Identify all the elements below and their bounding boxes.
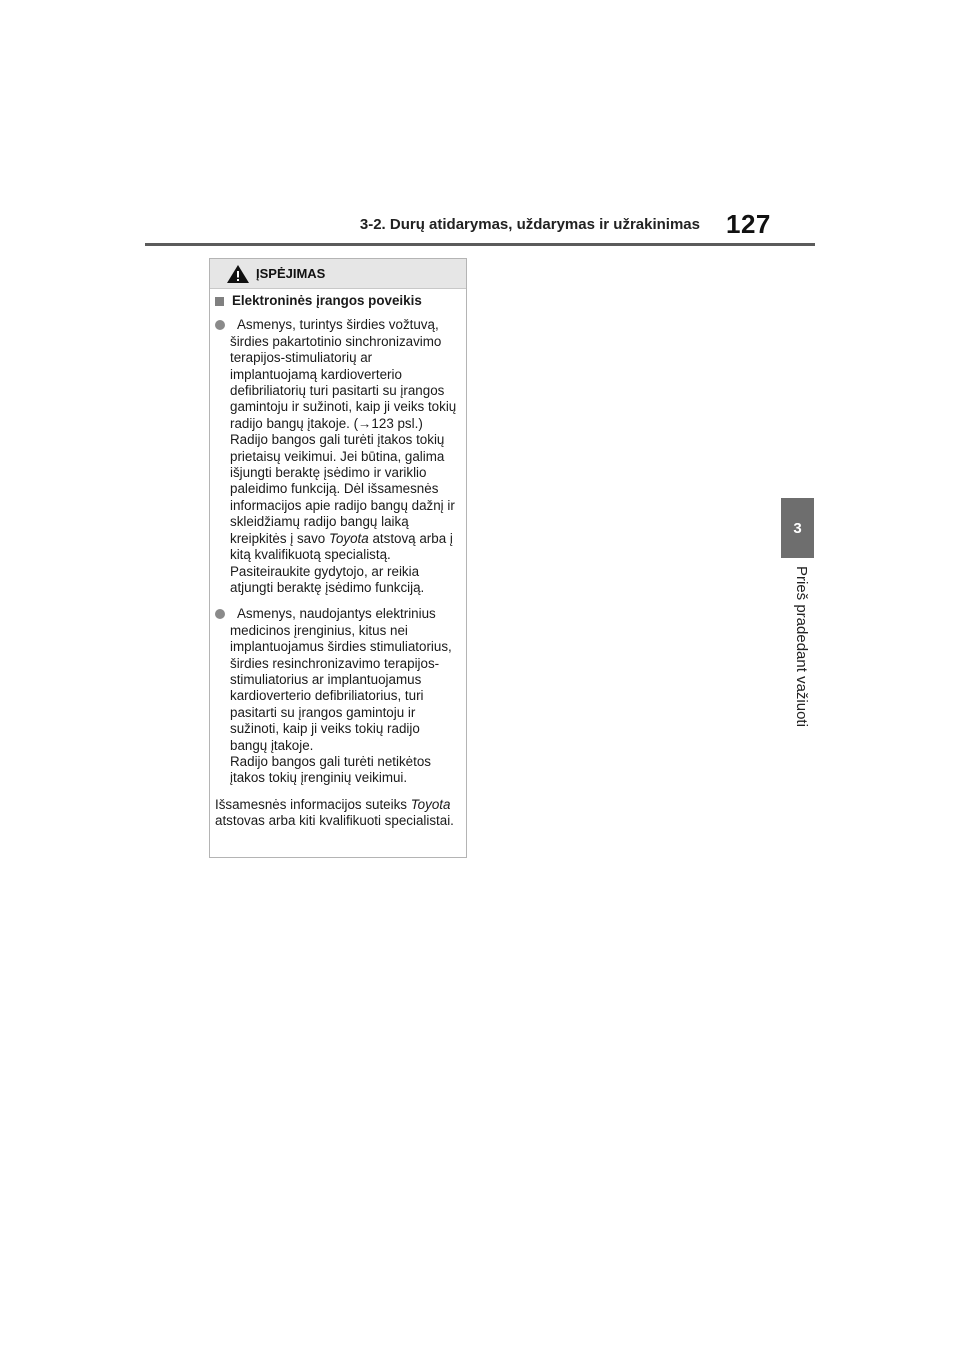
square-bullet-icon bbox=[215, 297, 224, 306]
circle-bullet-icon bbox=[215, 320, 225, 330]
footer-text: atstovas arba kiti kvalifikuoti specialistai. bbox=[215, 813, 454, 829]
warning-content bbox=[210, 289, 466, 830]
list-item bbox=[215, 606, 460, 786]
brand-name: Toyota bbox=[329, 530, 369, 546]
circle-bullet-icon bbox=[215, 609, 225, 619]
item-text: Radijo bangos gali turėti įtakos tokių prietaisų veikimui. Jei būtina, galima išjungti beraktę įsėdimo ir variklio paleidimo funkciją. Dėl išsamesnės informacijos apie radijo bangų dažnį ir skleidžiamų radijo bangų laiką kreipkitės į savo bbox=[230, 432, 455, 546]
item-text: Radijo bangos gali turėti netikėtos įtakos tokių įrenginių veikimui. bbox=[230, 753, 431, 786]
item-paragraph bbox=[230, 606, 460, 754]
footer-text: Išsamesnės informacijos suteiks bbox=[215, 796, 407, 812]
item-text: atstovą arba į kitą kvalifikuotą specialistą. Pasiteiraukite gydytojo, ar reikia atjungti beraktę įsėdimo funkciją. bbox=[230, 530, 453, 595]
item-text: širdies pakartotinio sinchronizavimo terapijos-stimuliatorių ar implantuojamą kardioverterio defibriliatorių turi pasitarti su įrangos gamintoju ir sužinoti, kaip ji veiks tokių radijo bangų įtakoje. (→123 psl.) bbox=[230, 333, 457, 431]
footer-note bbox=[215, 797, 460, 830]
chapter-number: 3 bbox=[793, 519, 802, 537]
item-first-line: Asmenys, turintys širdies vožtuvą, bbox=[237, 317, 439, 333]
warning-label: ĮSPĖJIMAS bbox=[256, 266, 326, 281]
warning-box bbox=[209, 258, 467, 858]
warning-header bbox=[210, 259, 466, 289]
item-paragraph bbox=[230, 432, 460, 596]
page-number: 127 bbox=[726, 209, 771, 239]
section-heading bbox=[215, 293, 460, 309]
section-title: 3-2. Durų atidarymas, uždarymas ir užrakinimas bbox=[359, 216, 700, 233]
chapter-tab bbox=[781, 498, 814, 558]
item-paragraph bbox=[230, 754, 460, 787]
item-paragraph bbox=[230, 317, 460, 432]
brand-name: Toyota bbox=[410, 796, 451, 812]
list-item bbox=[215, 317, 460, 596]
item-first-line: Asmenys, naudojantys elektrinius bbox=[237, 606, 436, 622]
section-heading-text: Elektroninės įrangos poveikis bbox=[232, 293, 422, 308]
header-divider bbox=[145, 243, 815, 246]
warning-triangle-icon bbox=[226, 264, 250, 284]
item-text: medicinos įrenginius, kitus nei implantuojamus širdies stimuliatorius, širdies resinchronizavimo terapijos-stimuliatorius ar implantuojamus kardioverterio defibriliatorius, turi pasitarti su įrangos gamintoju ir sužinoti, kaip ji veiks tokių radijo bangų įtakoje. bbox=[230, 622, 452, 753]
chapter-label: Prieš pradedant važiuoti bbox=[793, 566, 810, 727]
